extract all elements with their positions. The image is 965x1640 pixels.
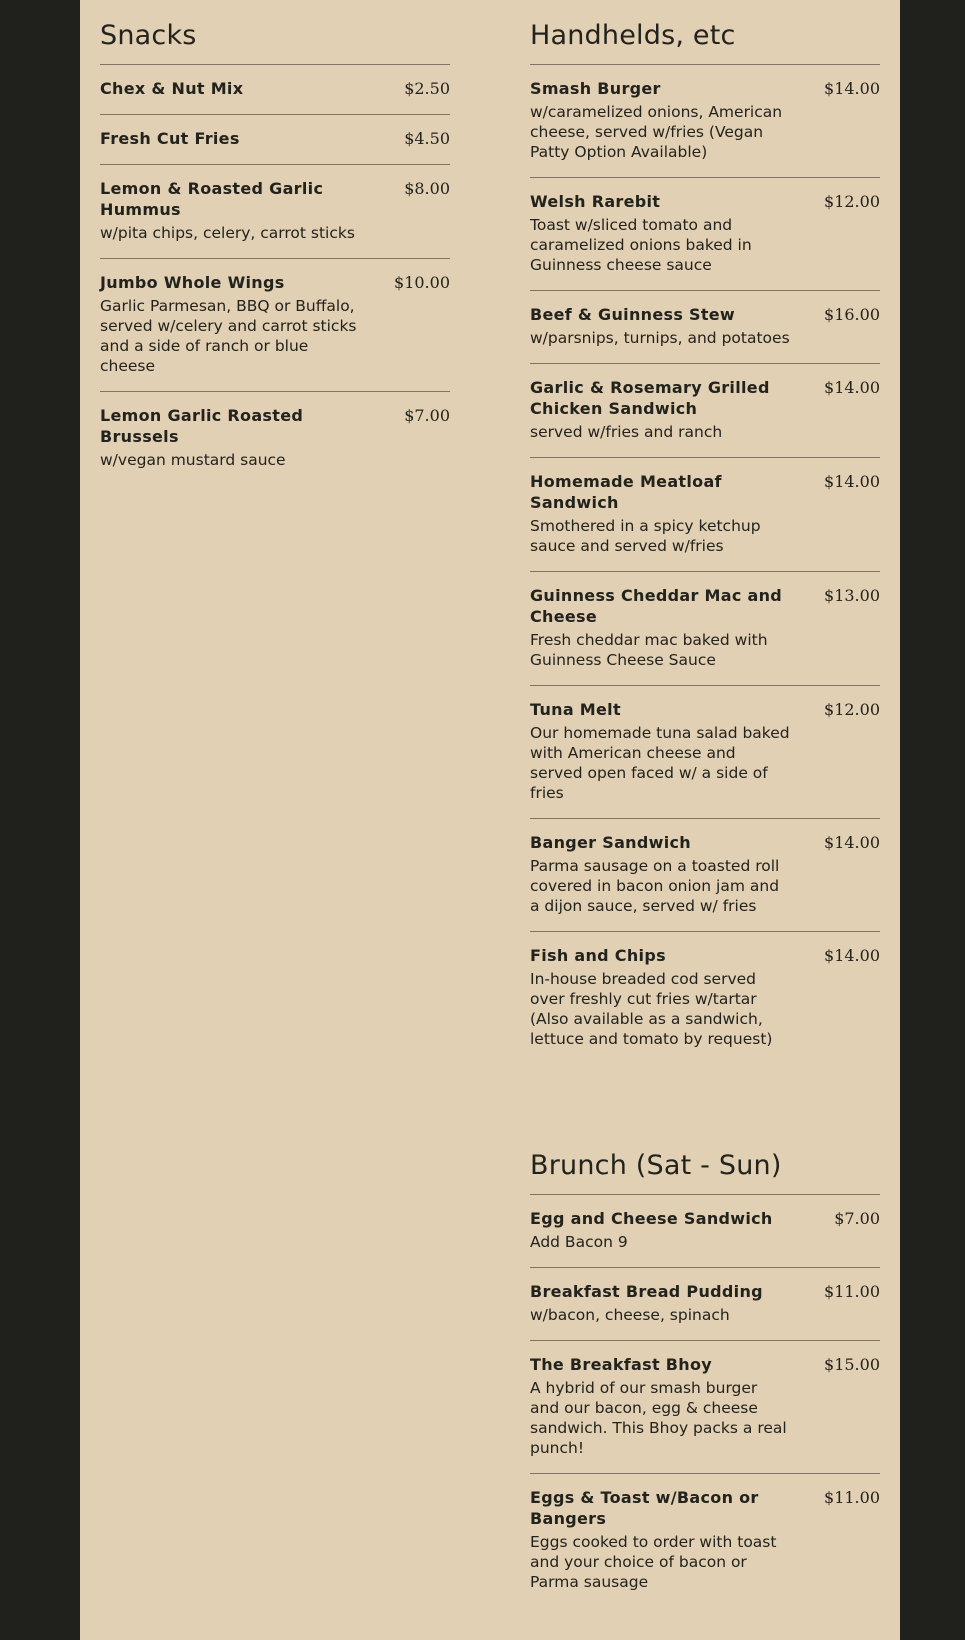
- snacks-list: [100, 65, 450, 485]
- menu-item-name: Fish and Chips: [530, 946, 666, 965]
- menu-item-header: [530, 1487, 880, 1529]
- menu-item-name: Welsh Rarebit: [530, 192, 661, 211]
- menu-item-price: $2.50: [404, 79, 450, 98]
- menu-item-name: Garlic & Rosemary Grilled Chicken Sandwich: [530, 378, 770, 418]
- menu-item-price: $12.00: [824, 700, 880, 719]
- section-title-brunch: Brunch (Sat - Sun): [530, 1130, 880, 1195]
- menu-item-description: w/bacon, cheese, spinach: [530, 1306, 730, 1324]
- menu-item: [100, 259, 450, 392]
- menu-item-description: w/pita chips, celery, carrot sticks: [100, 224, 355, 242]
- menu-item-name: Fresh Cut Fries: [100, 129, 240, 148]
- menu-item: [100, 65, 450, 115]
- menu-item-name: The Breakfast Bhoy: [530, 1355, 713, 1374]
- menu-item-name: Jumbo Whole Wings: [100, 273, 285, 292]
- menu-item: [530, 1195, 880, 1268]
- menu-item-name: Beef & Guinness Stew: [530, 305, 736, 324]
- menu-page: [80, 0, 900, 1640]
- menu-item-description: In-house breaded cod served over freshly cut fries w/tartar (Also available as a sandwich, lettuce and tomato by request): [530, 970, 773, 1048]
- menu-item: [530, 291, 880, 364]
- menu-item-price: $7.00: [404, 406, 450, 425]
- menu-item-name: Egg and Cheese Sandwich: [530, 1209, 773, 1228]
- menu-item-description: Our homemade tuna salad baked with American cheese and served open faced w/ a side of fries: [530, 724, 790, 802]
- menu-item: [530, 458, 880, 572]
- menu-item-description: Fresh cheddar mac baked with Guinness Cheese Sauce: [530, 631, 768, 669]
- menu-item: [100, 165, 450, 259]
- menu-item: [100, 115, 450, 165]
- menu-item-price: $4.50: [404, 129, 450, 148]
- menu-item-price: $14.00: [824, 79, 880, 98]
- menu-item-header: [530, 471, 880, 513]
- menu-item-description: Eggs cooked to order with toast and your choice of bacon or Parma sausage: [530, 1533, 777, 1591]
- menu-item-header: [530, 832, 880, 853]
- menu-item-header: [530, 78, 880, 99]
- menu-item-header: [530, 945, 880, 966]
- menu-item: [530, 65, 880, 178]
- menu-item-name: Homemade Meatloaf Sandwich: [530, 472, 722, 512]
- menu-item-name: Lemon & Roasted Garlic Hummus: [100, 179, 324, 219]
- menu-item-header: [530, 304, 880, 325]
- menu-item-header: [530, 585, 880, 627]
- menu-item-header: [530, 1281, 880, 1302]
- menu-item: [100, 392, 450, 485]
- menu-item-price: $14.00: [824, 472, 880, 491]
- menu-item-price: $12.00: [824, 192, 880, 211]
- snacks-column: [100, 0, 450, 485]
- menu-item-description: w/parsnips, turnips, and potatoes: [530, 329, 790, 347]
- menu-item-price: $7.00: [834, 1209, 880, 1228]
- menu-item-header: [530, 1354, 880, 1375]
- menu-item-price: $14.00: [824, 946, 880, 965]
- menu-item-price: $11.00: [824, 1282, 880, 1301]
- menu-item-name: Breakfast Bread Pudding: [530, 1282, 763, 1301]
- menu-item-price: $8.00: [404, 179, 450, 198]
- menu-item-description: Add Bacon 9: [530, 1233, 628, 1251]
- menu-item-header: [100, 178, 450, 220]
- menu-item-name: Eggs & Toast w/Bacon or Bangers: [530, 1488, 759, 1528]
- menu-item-name: Lemon Garlic Roasted Brussels: [100, 406, 304, 446]
- menu-item-description: w/caramelized onions, American cheese, served w/fries (Vegan Patty Option Available): [530, 103, 783, 161]
- menu-item-price: $15.00: [824, 1355, 880, 1374]
- menu-item: [530, 932, 880, 1064]
- menu-item-header: [100, 405, 450, 447]
- section-title-snacks: Snacks: [100, 0, 450, 65]
- menu-item-description: Toast w/sliced tomato and caramelized onions baked in Guinness cheese sauce: [530, 216, 752, 274]
- menu-item-price: $14.00: [824, 833, 880, 852]
- menu-item-price: $11.00: [824, 1488, 880, 1507]
- handhelds-column: [530, 0, 880, 1591]
- menu-item-description: Parma sausage on a toasted roll covered in bacon onion jam and a dijon sauce, served w/ fries: [530, 857, 780, 915]
- menu-item-description: Garlic Parmesan, BBQ or Buffalo, served w/celery and carrot sticks and a side of ranch or blue cheese: [100, 297, 357, 375]
- menu-item-price: $13.00: [824, 586, 880, 605]
- menu-item: [530, 572, 880, 686]
- menu-item-header: [530, 699, 880, 720]
- menu-item-description: w/vegan mustard sauce: [100, 451, 286, 469]
- menu-item-description: Smothered in a spicy ketchup sauce and served w/fries: [530, 517, 761, 555]
- menu-item: [530, 364, 880, 458]
- menu-item: [530, 819, 880, 932]
- menu-item-name: Smash Burger: [530, 79, 661, 98]
- menu-item-header: [100, 128, 450, 149]
- menu-item-header: [100, 78, 450, 99]
- menu-item-price: $10.00: [394, 273, 450, 292]
- menu-item-description: served w/fries and ranch: [530, 423, 723, 441]
- menu-item: [530, 1268, 880, 1341]
- menu-item-price: $16.00: [824, 305, 880, 324]
- brunch-list: [530, 1195, 880, 1607]
- menu-item: [530, 1474, 880, 1607]
- brunch-section: [530, 1130, 880, 1607]
- menu-item-name: Tuna Melt: [530, 700, 621, 719]
- menu-item: [530, 178, 880, 291]
- menu-item-description: A hybrid of our smash burger and our bacon, egg & cheese sandwich. This Bhoy packs a real punch!: [530, 1379, 787, 1457]
- menu-item-header: [530, 377, 880, 419]
- section-title-handhelds: Handhelds, etc: [530, 0, 880, 65]
- menu-item-header: [100, 272, 450, 293]
- menu-item-header: [530, 1208, 880, 1229]
- menu-item-name: Chex & Nut Mix: [100, 79, 244, 98]
- menu-item-header: [530, 191, 880, 212]
- menu-item: [530, 1341, 880, 1474]
- menu-item: [530, 686, 880, 819]
- handhelds-list: [530, 65, 880, 1064]
- menu-item-name: Banger Sandwich: [530, 833, 691, 852]
- menu-item-price: $14.00: [824, 378, 880, 397]
- menu-item-name: Guinness Cheddar Mac and Cheese: [530, 586, 783, 626]
